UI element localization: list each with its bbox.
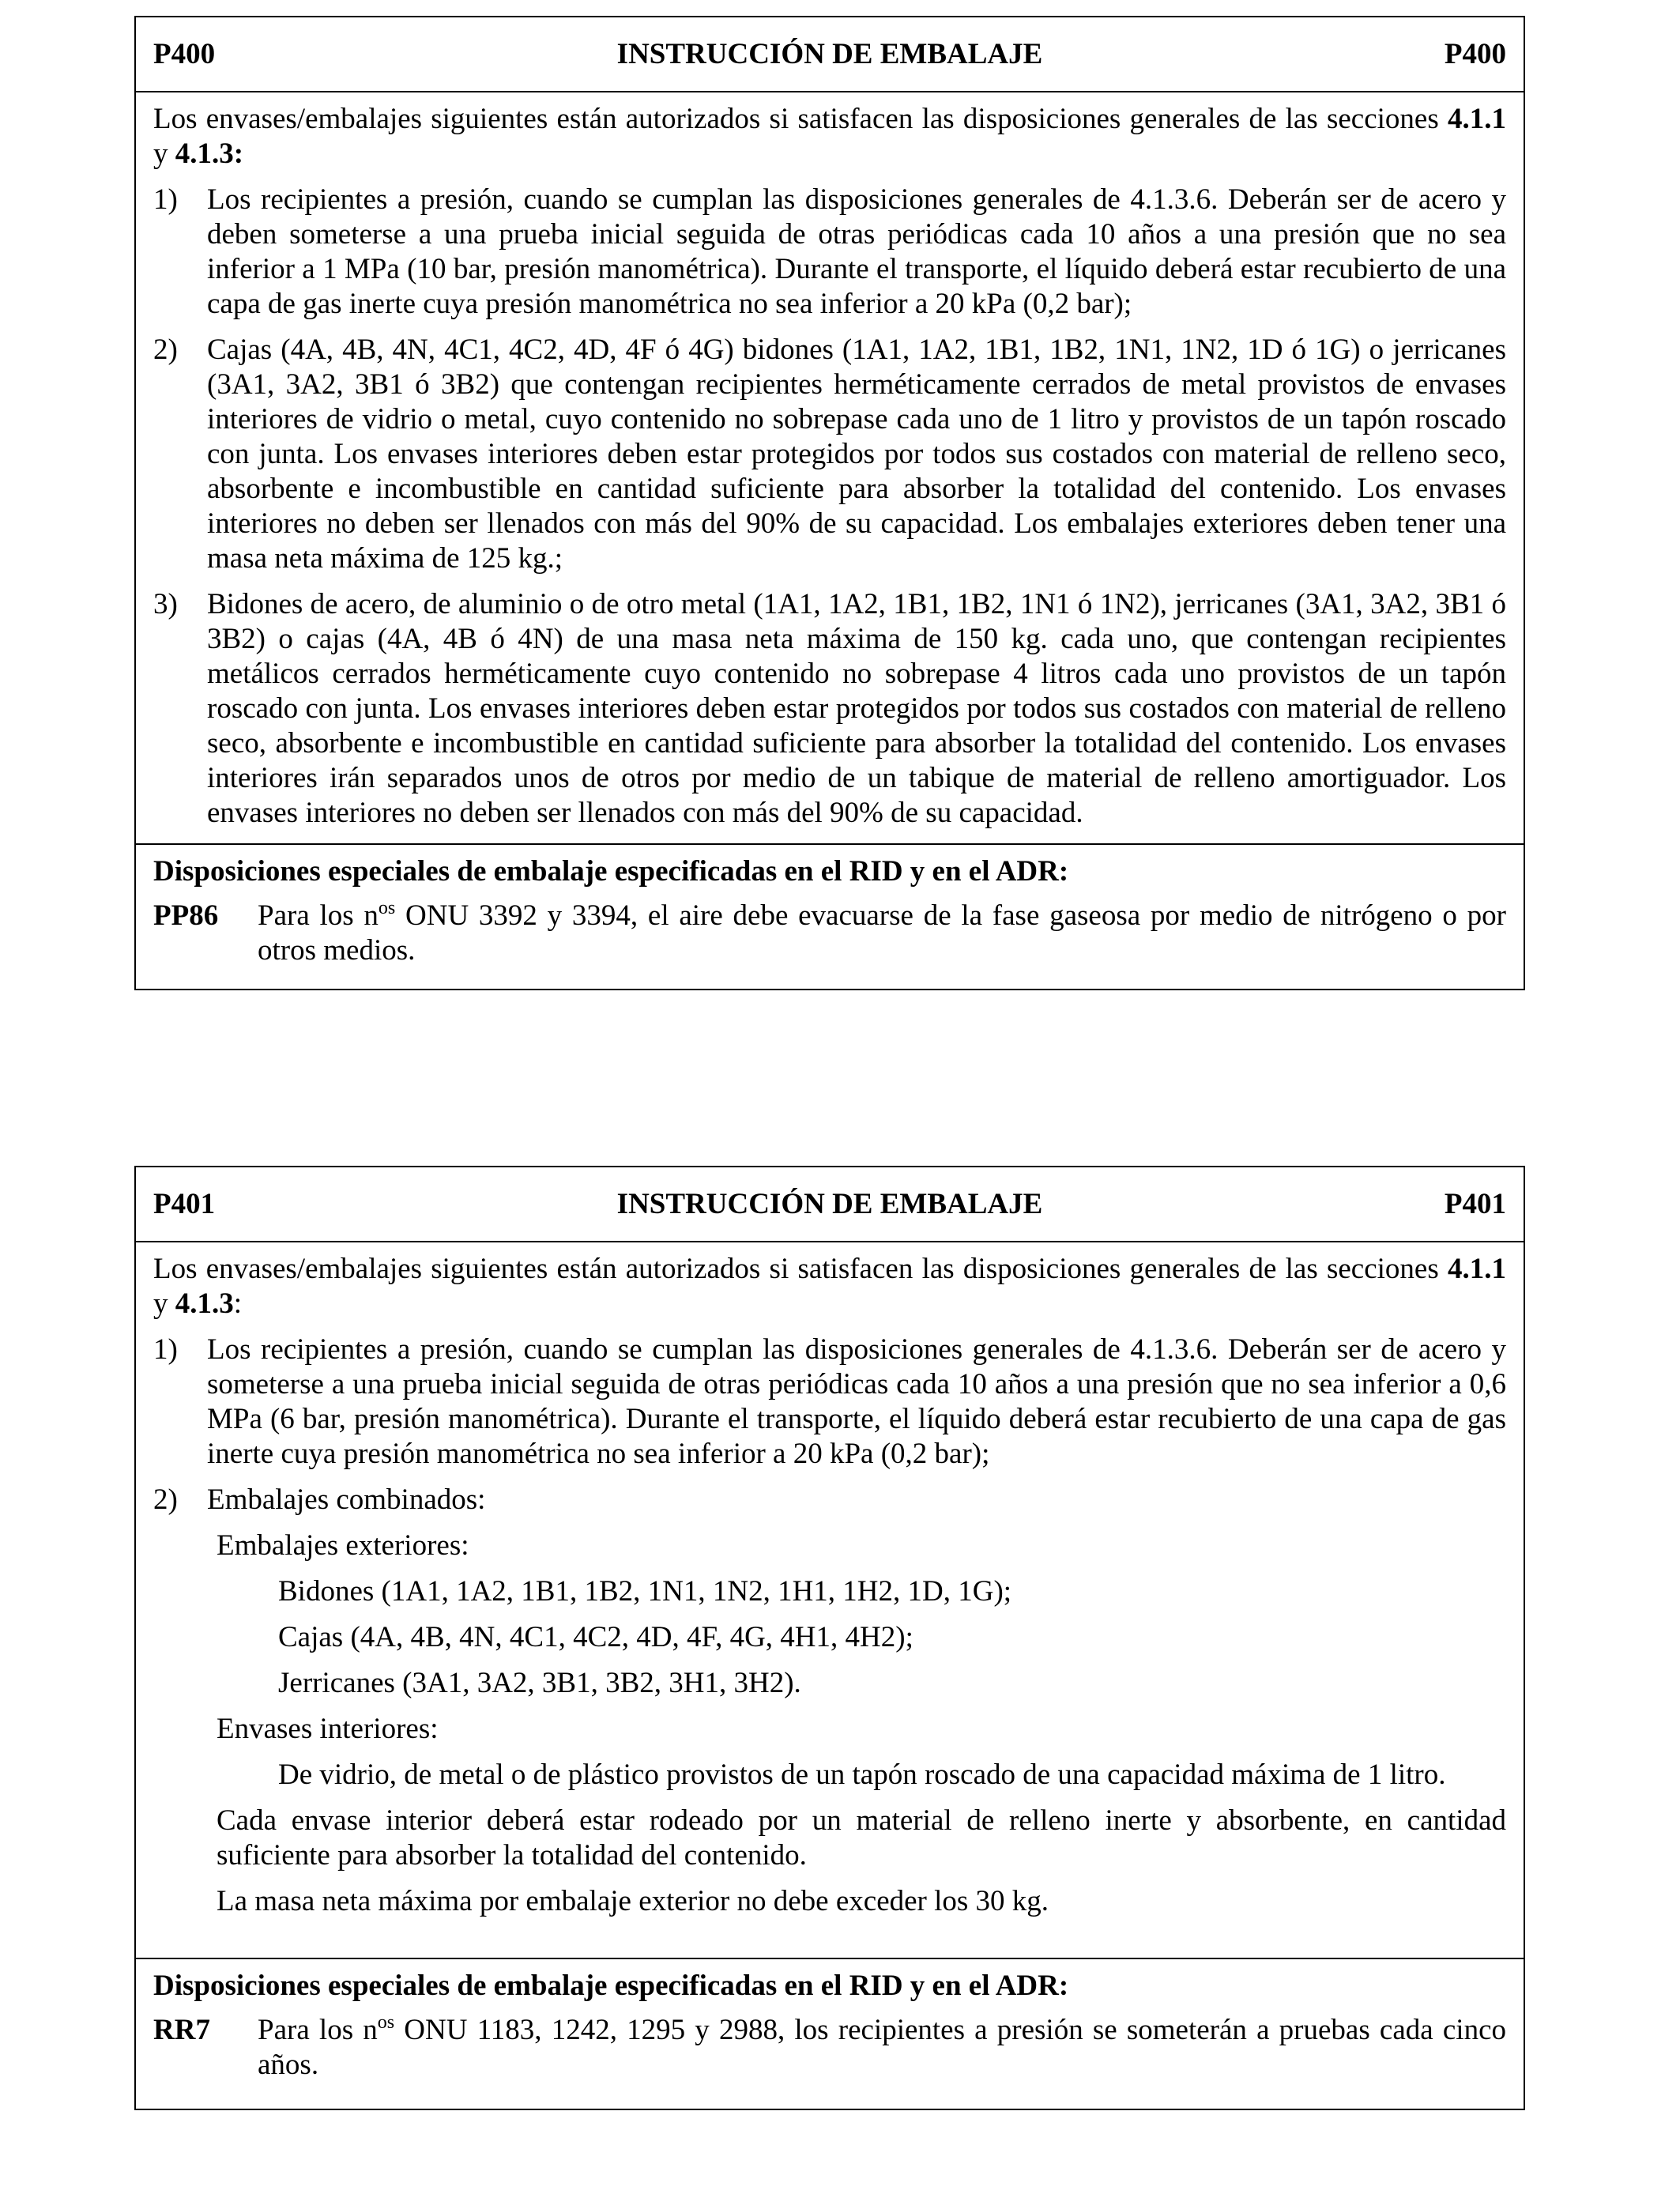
section-ref: 4.1.3 [175,1287,234,1320]
packing-instruction-p401 [134,1166,1525,2110]
intro-paragraph [153,102,1506,172]
item-number: 1) [153,1333,178,1366]
item-content [207,1483,1506,1919]
provision-text-start: Para los n [258,899,379,932]
special-provision-row [153,899,1506,968]
outer-packaging-item: Cajas (4A, 4B, 4N, 4C1, 4C2, 4D, 4F, 4G, 4H1, 4H2); [278,1621,913,1653]
provision-text-end: ONU 3392 y 3394, el aire debe evacuarse de la fase gaseosa por medio de nitrógeno o por otros medios. [258,899,1506,967]
intro-text: Los envases/embalajes siguientes están autorizados si satisfacen las disposiciones generales de las secciones [153,103,1448,135]
list-item [153,587,1506,831]
note-paragraph: La masa neta máxima por embalaje exterior no debe exceder los 30 kg. [217,1885,1049,1917]
list-item [153,183,1506,322]
note-paragraph: Cada envase interior deberá estar rodeado por un material de relleno inerte y absorbente, en cantidad suficiente para absorber la totalidad del contenido. [217,1804,1506,1872]
item-text: Bidones de acero, de aluminio o de otro metal (1A1, 1A2, 1B1, 1B2, 1N1 ó 1N2), jerricanes (3A1, 3A2, 3B1 ó 3B2) o cajas (4A, 4B ó 4N) de una masa neta máxima de 150 kg. cada uno, que contengan recipientes metálicos cerrados herméticamente cuyo contenido no sobrepase 4 litros cada uno provistos de un tapón roscado con junta. Los envases interiores deben estar protegidos por todos sus costados con material de relleno seco, absorbente e incombustible en cantidad suficiente para absorber la totalidad del contenido. Los envases interiores irán separados unos de otros por medio de un tabique de material de relleno amortiguador. Los envases interiores no deben ser llenados con más del 90% de su capacidad. [207,588,1506,829]
instruction-body [136,1242,1524,1919]
packing-instruction-p400 [134,16,1525,990]
outer-packaging-title: Embalajes exteriores: [217,1529,469,1562]
list-item [153,1483,1506,1919]
inner-packaging-title: Envases interiores: [217,1713,439,1745]
instruction-code-right: P401 [1444,1187,1506,1220]
list-item [153,333,1506,576]
section-ref: 4.1.1 [1448,1253,1506,1285]
intro-conjunction: y [153,1287,175,1320]
provision-text-end: ONU 1183, 1242, 1295 y 2988, los recipientes a presión se someterán a pruebas cada cinco años. [258,2014,1506,2081]
intro-text: Los envases/embalajes siguientes están autorizados si satisfacen las disposiciones generales de las secciones [153,1253,1448,1285]
item-number: 3) [153,588,178,620]
special-provisions-title: Disposiciones especiales de embalaje especificadas en el RID y en el ADR: [153,1970,1069,2002]
instruction-title: INSTRUCCIÓN DE EMBALAJE [616,37,1043,70]
provision-text [258,899,1506,968]
intro-colon: : [233,1287,243,1320]
instruction-code-left: P400 [153,37,216,70]
section-ref: 4.1.1 [1448,103,1506,135]
special-provisions [136,843,1524,968]
table-header [136,1167,1524,1242]
item-text: Cajas (4A, 4B, 4N, 4C1, 4C2, 4D, 4F ó 4G) bidones (1A1, 1A2, 1B1, 1B2, 1N1, 1N2, 1D ó 1G) o jerricanes (3A1, 3A2, 3B1 ó 3B2) que contengan recipientes herméticamente cerrados de metal provistos de envases interiores de vidrio o metal, cuyo contenido no sobrepase cada uno de 1 litro y provistos de un tapón roscado con junta. Los envases interiores deben estar protegidos por todos sus costados con material de relleno seco, absorbente e incombustible en cantidad suficiente para absorber la totalidad del contenido. Los envases interiores no deben ser llenados con más del 90% de su capacidad. Los embalajes exteriores deben tener una masa neta máxima de 125 kg.; [207,334,1506,575]
item-title: Embalajes combinados: [207,1483,486,1516]
instruction-title: INSTRUCCIÓN DE EMBALAJE [616,1187,1043,1220]
section-ref: 4.1.3: [175,138,244,170]
item-text: Los recipientes a presión, cuando se cumplan las disposiciones generales de 4.1.3.6. Deberán ser de acero y someterse a una prueba inicial seguida de otras periódicas cada 10 años a una presión que no sea inferior a 0,6 MPa (6 bar, presión manométrica). Durante el transporte, el líquido deberá estar recubierto de una capa de gas inerte cuya presión manométrica no sea inferior a 20 kPa (0,2 bar); [207,1333,1506,1470]
provision-text-start: Para los n [258,2014,378,2046]
outer-packaging-item: Jerricanes (3A1, 3A2, 3B1, 3B2, 3H1, 3H2). [278,1667,801,1699]
outer-packaging-item: Bidones (1A1, 1A2, 1B1, 1B2, 1N1, 1N2, 1H1, 1H2, 1D, 1G); [278,1575,1012,1608]
special-provisions-title: Disposiciones especiales de embalaje especificadas en el RID y en el ADR: [153,855,1069,888]
superscript: os [378,898,396,918]
special-provisions [136,1958,1524,2083]
item-number: 2) [153,334,178,366]
provision-code: PP86 [153,899,219,932]
provision-text [258,2013,1506,2083]
provision-code: RR7 [153,2014,210,2046]
item-number: 1) [153,183,178,216]
instruction-code-left: P401 [153,1187,216,1220]
table-header [136,17,1524,92]
list-item [153,1333,1506,1472]
item-number: 2) [153,1483,178,1516]
superscript: os [377,2012,395,2033]
intro-paragraph [153,1252,1506,1321]
instruction-code-right: P400 [1444,37,1506,70]
special-provision-row [153,2013,1506,2083]
instruction-body [136,92,1524,831]
inner-packaging-item: De vidrio, de metal o de plástico provistos de un tapón roscado de una capacidad máxima de 1 litro. [278,1759,1446,1791]
intro-conjunction: y [153,138,175,170]
item-text: Los recipientes a presión, cuando se cumplan las disposiciones generales de 4.1.3.6. Deberán ser de acero y deben someterse a una prueba inicial seguida de otras periódicas cada 10 años a una presión que no sea inferior a 1 MPa (10 bar, presión manométrica). Durante el transporte, el líquido deberá estar recubierto de una capa de gas inerte cuya presión manométrica no sea inferior a 20 kPa (0,2 bar); [207,183,1506,320]
